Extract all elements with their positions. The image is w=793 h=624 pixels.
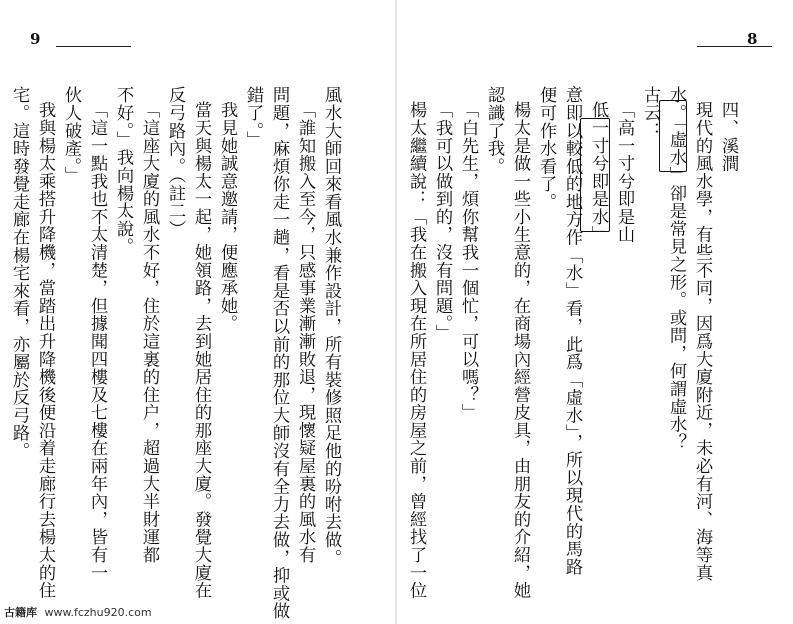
quote-line: 「高一寸兮即是山 — [614, 101, 634, 244]
right-page — [397, 0, 793, 624]
text-column: 「白先生，煩你幫我一個忙，可以嗎？」 — [458, 101, 478, 422]
text-column: 風水大師回來看風水兼作設計，所有裝修照足他的吩咐去做。 — [321, 86, 341, 567]
section-heading: 四、溪澗 — [718, 101, 738, 173]
text-column: 伙人破產。」 — [61, 86, 81, 185]
text-column: 「這一點我也不太清楚，但據聞四樓及七樓在兩年內，皆有一 — [87, 101, 107, 582]
text-column: 我見她誠意邀請，便應承她。 — [217, 101, 237, 333]
text-column: 認識了我。 — [484, 86, 504, 175]
text-column: 當天與楊太一起，她領路，去到她居住的那座大廈。發覺大廈在 — [191, 101, 211, 600]
text-column: 古云： — [640, 86, 660, 140]
text-column: 問題，麻煩你走一趟，看是否以前的那位大師沒有全力去做，抑或做 — [269, 86, 289, 620]
header-rule-right — [697, 46, 772, 47]
text-column: 便可作水看了。 — [536, 86, 556, 211]
text-column: 現代的風水學，有些不同，因爲大廈附近，未必有河、海等真 — [692, 101, 712, 582]
text-column: 反弓路內。（註二） — [165, 86, 185, 238]
text-column: 楊太繼續說：「我在搬入現在所居住的房屋之前，曾經找了一位 — [406, 101, 426, 600]
text-column: 「這座大廈的風水不好，住於這裏的住户，超過大半財運都 — [139, 101, 159, 564]
site-logo: 古籍库 — [4, 606, 37, 619]
watermark-footer — [4, 604, 152, 620]
text-column: 錯了。」 — [243, 86, 263, 149]
page-number-left: 9 — [30, 30, 41, 48]
text-column: 「誰知搬入至今，只感事業漸漸敗退，現懷疑屋裏的風水有 — [295, 101, 315, 564]
text-column: 楊太是做一些小生意的，在商場內經營皮具，由朋友的介紹，她 — [510, 101, 530, 600]
text-column: 不好。」我向楊太說。 — [113, 86, 133, 256]
header-rule-left — [56, 46, 131, 47]
text-column: 「我可以做到的，沒有問題。」 — [432, 101, 452, 342]
text-column: 宅。這時發覺走廊在楊宅來看，亦屬於反弓路。 — [9, 86, 29, 460]
site-url: www.fczhu920.com — [44, 606, 152, 619]
text-column: 意即以較低的地方作「水」看，此爲「虛水」，所以現代的馬路 — [562, 86, 582, 576]
quote-line: 低一寸兮即是水」 — [588, 101, 608, 244]
page-number-right: 8 — [747, 30, 758, 48]
left-page — [0, 0, 396, 624]
text-column: 我與楊太乘搭升降機，當踏出升降機後便沿着走廊行去楊太的住 — [35, 101, 55, 600]
text-column: 水。「虛水」卻是常見之形。或問，何謂虛水？ — [666, 86, 686, 451]
